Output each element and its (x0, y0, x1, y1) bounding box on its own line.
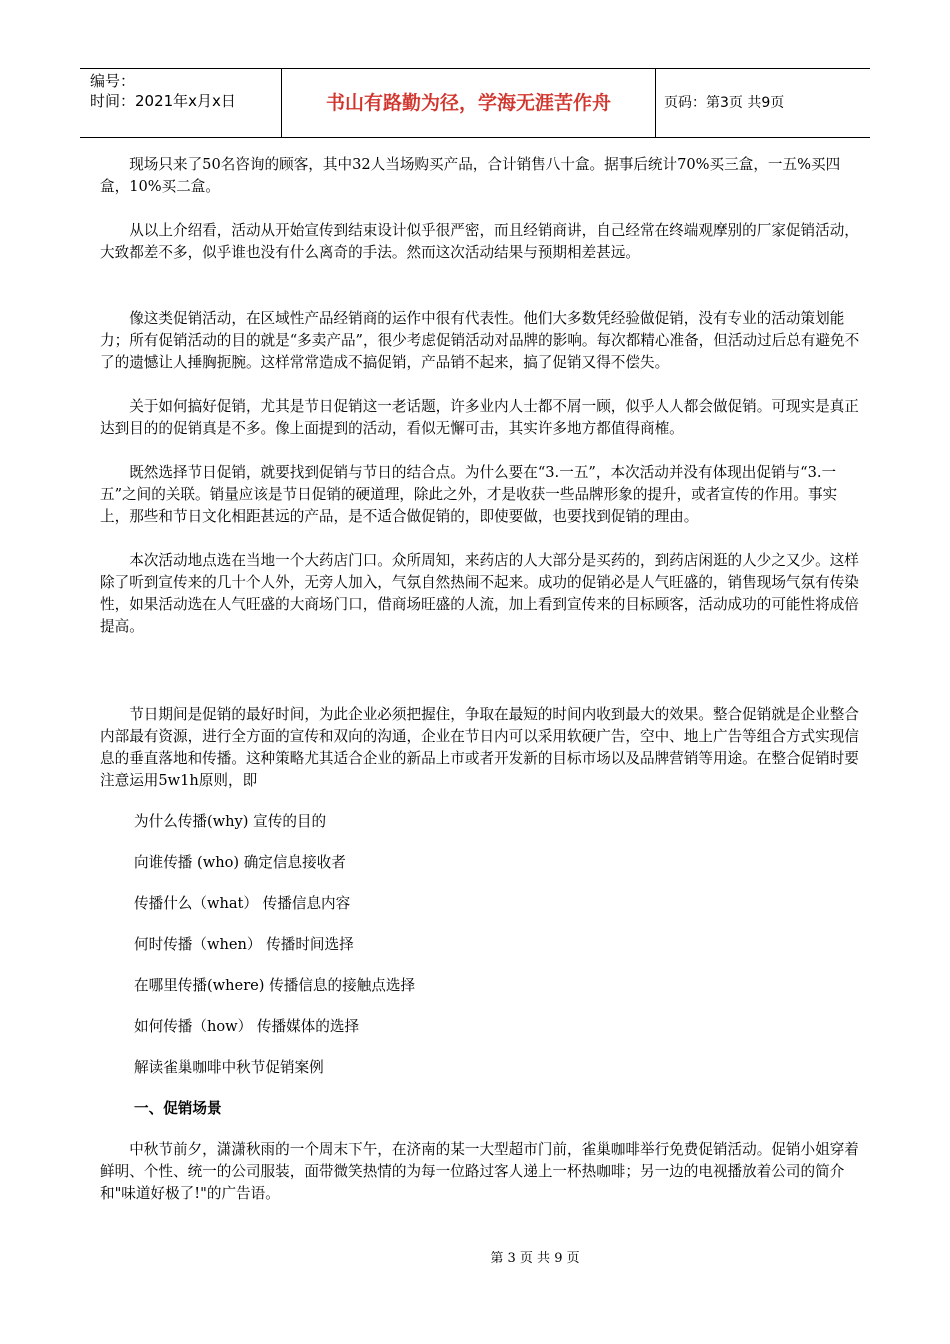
header-page-label: 页码：第3页 共9页 (664, 95, 785, 111)
document-body (100, 154, 860, 1205)
list-item-who: 向谁传播 (who) 确定信息接收者 (134, 854, 346, 871)
paragraph-7: 节日期间是促销的最好时间，为此企业必须把握住，争取在最短的时间内收到最大的效果。整合促销就是企业整合内部最有资源，进行全方面的宣传和双向的沟通，企业在节日内可以采用软硬广告，空中、地上广告等组合方式实现信息的垂直落地和传播。这种策略尤其适合企业的新品上市或者开发新的目标市场以及品牌营销等用途。在整合促销时要注意运用5w1h原则，即 (100, 706, 859, 789)
list-item-what: 传播什么（what） 传播信息内容 (134, 895, 351, 912)
paragraph-4: 关于如何搞好促销，尤其是节日促销这一老话题，许多业内人士都不屑一顾，似乎人人都会做促销。可现实是真正达到目的的促销真是不多。像上面提到的活动，看似无懈可击，其实许多地方都值得商榷。 (100, 398, 859, 437)
list-item-how: 如何传播（how） 传播媒体的选择 (134, 1018, 360, 1035)
page-footer: 第 3 页 共 9 页 (490, 1251, 580, 1266)
list-item-where: 在哪里传播(where) 传播信息的接触点选择 (134, 977, 416, 994)
list-item-when: 何时传播（when） 传播时间选择 (134, 936, 354, 953)
header-motto: 书山有路勤为径，学海无涯苦作舟 (282, 69, 656, 137)
section-paragraph: 中秋节前夕，潇潇秋雨的一个周末下午，在济南的某一大型超市门前，雀巢咖啡举行免费促销活动。促销小姐穿着鲜明、个性、统一的公司服装，面带微笑热情的为每一位路过客人递上一杯热咖啡；另一边的电视播放着公司的简介和"味道好极了!"的广告语。 (100, 1141, 859, 1202)
paragraph-6: 本次活动地点选在当地一个大药店门口。众所周知，来药店的人大部分是买药的，到药店闲逛的人少之又少。这样除了听到宣传来的几十个人外，无旁人加入，气氛自然热闹不起来。成功的促销必是人气旺盛的，销售现场气氛有传染性，如果活动选在人气旺盛的大商场门口，借商场旺盛的人流，加上看到宣传来的目标顾客，活动成功的可能性将成倍提高。 (100, 552, 859, 635)
paragraph-5: 既然选择节日促销，就要找到促销与节日的结合点。为什么要在“3.一五”，本次活动并没有体现出促销与“3.一五”之间的关联。销量应该是节日促销的硬道理，除此之外，才是收获一些品牌形象的提升，或者宣传的作用。事实上，那些和节日文化相距甚远的产品，是不适合做促销的，即使要做，也要找到促销的理由。 (100, 464, 838, 525)
paragraph-3: 像这类促销活动，在区域性产品经销商的运作中很有代表性。他们大多数凭经验做促销，没有专业的活动策划能力；所有促销活动的目的就是“多卖产品”，很少考虑促销活动对品牌的影响。每次都精心准备，但活动过后总有避免不了的遗憾让人捶胸扼腕。这样常常造成不搞促销，产品销不起来，搞了促销又得不偿失。 (100, 310, 860, 371)
case-title: 解读雀巢咖啡中秋节促销案例 (134, 1059, 324, 1076)
header-meta (80, 69, 282, 137)
number-label: 编号： (90, 72, 136, 90)
time-label: 时间：2021年x月x日 (90, 92, 236, 110)
paragraph-1: 现场只来了50名咨询的顾客，其中32人当场购买产品，合计销售八十盒。据事后统计70%买三盒，一五%买四盒，10%买二盒。 (100, 156, 841, 195)
list-item-why: 为什么传播(why) 宣传的目的 (134, 813, 327, 830)
page-header (80, 68, 870, 138)
section-heading: 一、促销场景 (134, 1100, 222, 1117)
paragraph-2: 从以上介绍看，活动从开始宣传到结束设计似乎很严密，而且经销商讲，自己经常在终端观摩别的厂家促销活动，大致都差不多，似乎谁也没有什么离奇的手法。然而这次活动结果与预期相差甚远。 (100, 222, 859, 261)
